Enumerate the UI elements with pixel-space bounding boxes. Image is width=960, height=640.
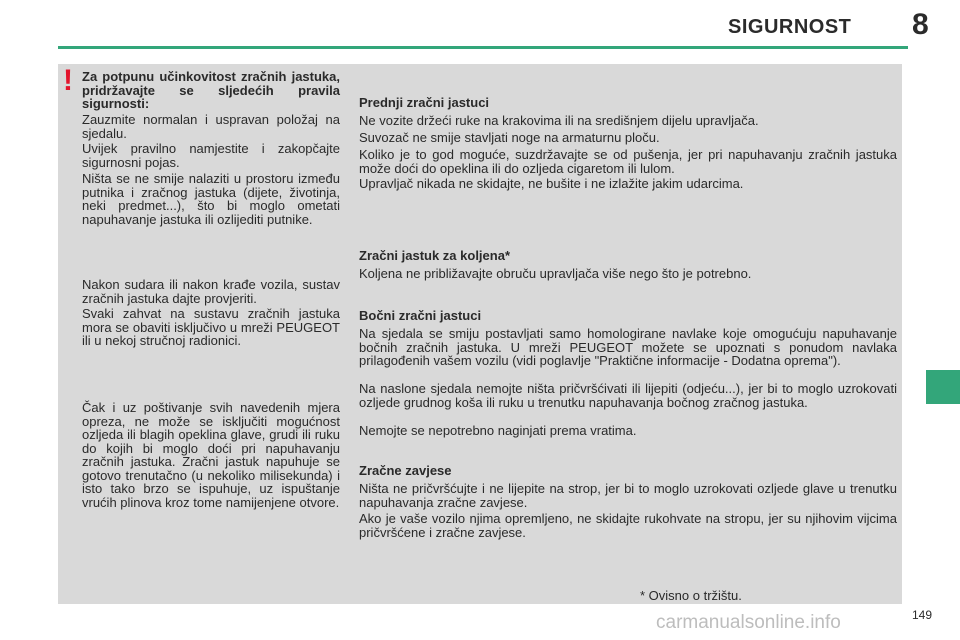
page-title: SIGURNOST [728,16,852,38]
watermark: carmanualsonline.info [656,612,841,633]
right-paragraph: Koljena ne približavajte obruču upravljača više nego što je potrebno. [359,266,752,281]
section-heading-front-airbags: Prednji zračni jastuci [359,95,490,110]
right-paragraph: Ništa ne pričvršćujte i ne lijepite na strop, jer bi to moglo uzrokovati ozljede glave u trenutku napuhavanja zračne zavjese. [359,481,897,510]
left-paragraph: Zauzmite normalan i uspravan položaj na sjedalu. [82,112,340,141]
left-paragraph: Nakon sudara ili nakon krađe vozila, sustav zračnih jastuka dajte provjeriti. [82,277,340,306]
exclamation-icon: ! [63,64,73,97]
left-paragraph: Ništa se ne smije nalaziti u prostoru između putnika i zračnog jastuka (dijete, životinja, neki predmet...), što bi moglo ometati napuhavanje jastuka ili ozlijediti putnike. [82,171,340,227]
right-paragraph: Ne vozite držeći ruke na krakovima ili na središnjem dijelu upravljača. [359,113,759,128]
right-paragraph: Nemojte se nepotrebno naginjati prema vratima. [359,423,637,438]
header-divider [58,46,908,49]
right-paragraph: Suvozač ne smije stavljati noge na armaturnu ploču. [359,130,660,145]
right-paragraph: Koliko je to god moguće, suzdržavajte se od pušenja, jer pri napuhavanju zračnih jastuka može doći do opeklina ili do ozljeda cigaretom ili lulom. [359,147,897,176]
footnote: * Ovisno o tržištu. [640,588,742,603]
chapter-tab-marker [926,370,960,404]
right-paragraph: Na naslone sjedala nemojte ništa pričvršćivati ili lijepiti (odjeću...), jer bi to moglo uzrokovati ozljede grudnog koša ili ruku u trenutku napuhavanja bočnog zračnog jastuka. [359,381,897,410]
section-heading-curtain-airbags: Zračne zavjese [359,463,452,478]
left-paragraph: Uvijek pravilno namjestite i zakopčajte sigurnosni pojas. [82,141,340,170]
page-number: 149 [912,608,933,622]
chapter-number: 8 [912,8,929,41]
left-paragraph: Svaki zahvat na sustavu zračnih jastuka mora se obaviti isključivo u mreži PEUGEOT ili u nekoj stručnoj radionici. [82,306,340,348]
warning-heading: Za potpunu učinkovitost zračnih jastuka, pridržavajte se sljedećih pravila sigurnosti: [82,69,340,111]
right-paragraph: Upravljač nikada ne skidajte, ne bušite i ne izlažite jakim udarcima. [359,176,744,191]
left-paragraph: Čak i uz poštivanje svih navedenih mjera opreza, ne može se isključiti mogućnost ozljeda ili blagih opeklina glave, grudi ili ruku do kojih bi moglo doći pri napuhavanju zračnih jastuka. Zračni jastuk napuhuje se gotovo trenutačno (u nekoliko milisekunda) i isto tako brzo se ispuhuje, uz ispuštanje vrućih plinova kroz tome namijenjene otvore. [82,400,340,510]
section-heading-knee-airbag: Zračni jastuk za koljena* [359,248,511,263]
right-paragraph: Na sjedala se smiju postavljati samo homologirane navlake koje omogućuju napuhavanje bočnih zračnih jastuka. U mreži PEUGEOT možete se upoznati s ponudom navlaka prilagođenih vašem vozilu (vidi poglavlje "Praktične informacije - Dodatna oprema"). [359,326,897,368]
right-paragraph: Ako je vaše vozilo njima opremljeno, ne skidajte rukohvate na stropu, jer su njihovim vijcima pričvršćene i zračne zavjese. [359,511,897,540]
section-heading-side-airbags: Bočni zračni jastuci [359,308,482,323]
